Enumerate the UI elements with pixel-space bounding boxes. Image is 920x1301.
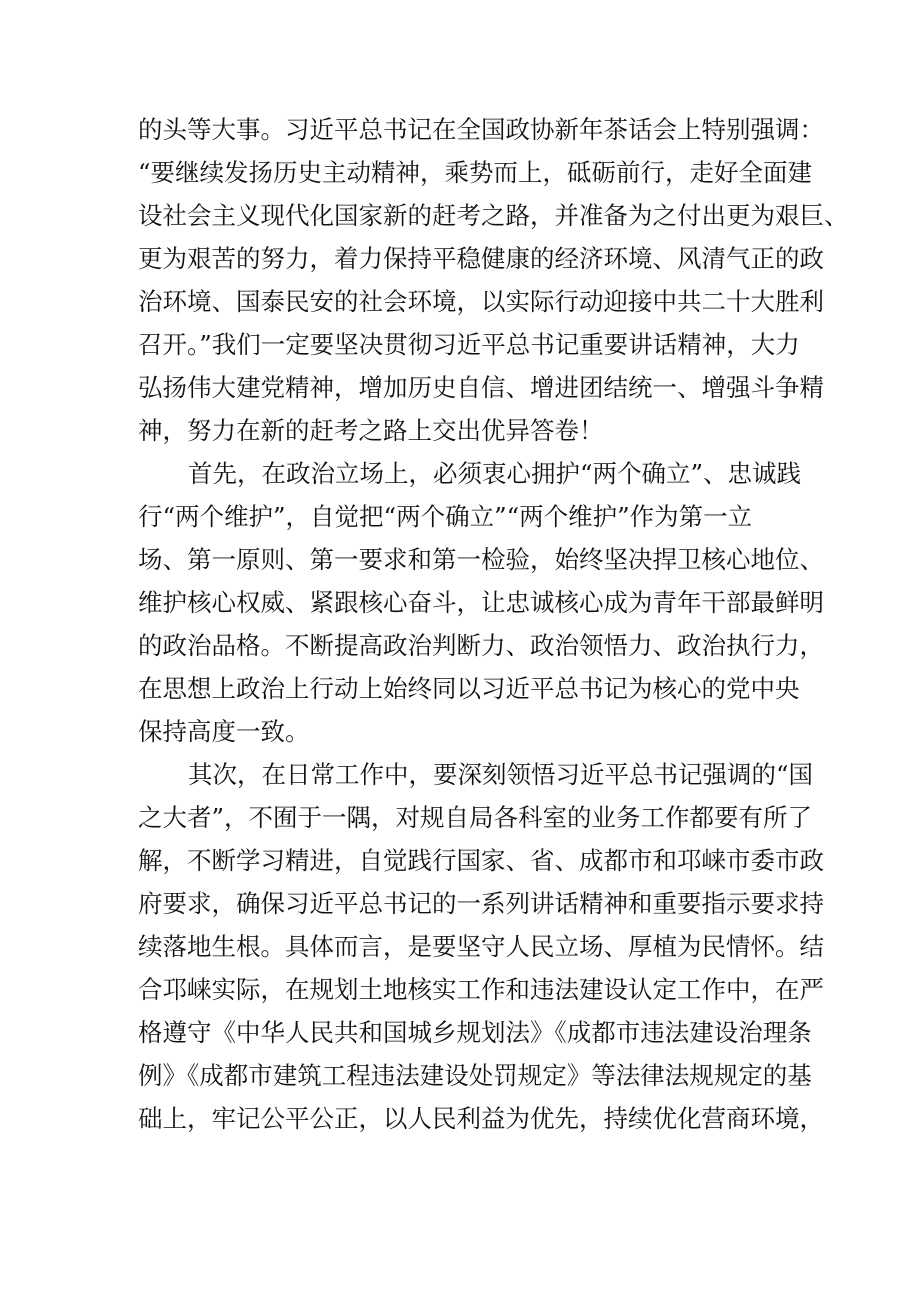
text-line: 续落地生根。具体而言，是要坚守人民立场、厚植为民情怀。结 [138, 932, 824, 961]
text-line: “要继续发扬历史主动精神，乘势而上，砥砺前行，走好全面建 [138, 158, 813, 187]
text-line: 础上，牢记公平公正，以人民利益为优先，持续优化营商环境， [138, 1104, 824, 1133]
text-line: 之大者”，不囿于一隅，对规自局各科室的业务工作都要有所了 [138, 803, 813, 832]
text-line: 设社会主义现代化国家新的赶考之路，并准备为之付出更为艰巨、 [138, 201, 849, 230]
text-line: 弘扬伟大建党精神，增加历史自信、增进团结统一、增强斗争精 [138, 373, 824, 402]
text-line: 场、第一原则、第一要求和第一检验，始终坚决捍卫核心地位、 [138, 545, 824, 574]
text-line: 的头等大事。习近平总书记在全国政协新年茶话会上特别强调： [138, 115, 824, 144]
text-line: 维护核心权威、紧跟核心奋斗，让忠诚核心成为青年干部最鲜明 [138, 588, 824, 617]
paragraph-first-line: 首先，在政治立场上，必须衷心拥护“两个确立”、忠诚践 [188, 459, 802, 488]
text-line: 格遵守《中华人民共和国城乡规划法》《成都市违法建设治理条 [138, 1018, 812, 1047]
text-line: 的政治品格。不断提高政治判断力、政治领悟力、政治执行力， [138, 631, 824, 660]
text-line: 例》《成都市建筑工程违法建设处罚规定》等法律法规规定的基 [138, 1061, 812, 1090]
text-line: 合邛崃实际，在规划土地核实工作和违法建设认定工作中，在严 [138, 975, 824, 1004]
text-line: 保持高度一致。 [138, 717, 310, 746]
text-line: 解，不断学习精进，自觉践行国家、省、成都市和邛崃市委市政 [138, 846, 824, 875]
text-line: 在思想上政治上行动上始终同以习近平总书记为核心的党中央 [138, 674, 800, 703]
text-line: 召开。”我们一定要坚决贯彻习近平总书记重要讲话精神，大力 [138, 330, 800, 359]
text-line: 治环境、国泰民安的社会环境，以实际行动迎接中共二十大胜利 [138, 287, 824, 316]
document-body [138, 108, 849, 1140]
text-line: 更为艰苦的努力，着力保持平稳健康的经济环境、风清气正的政 [138, 244, 824, 273]
text-line: 神，努力在新的赶考之路上交出优异答卷！ [138, 416, 604, 445]
paragraph-first-line: 其次，在日常工作中，要深刻领悟习近平总书记强调的“国 [188, 760, 814, 789]
text-line: 府要求，确保习近平总书记的一系列讲话精神和重要指示要求持 [138, 889, 824, 918]
text-line: 行“两个维护”，自觉把“两个确立”“两个维护”作为第一立 [138, 502, 753, 531]
